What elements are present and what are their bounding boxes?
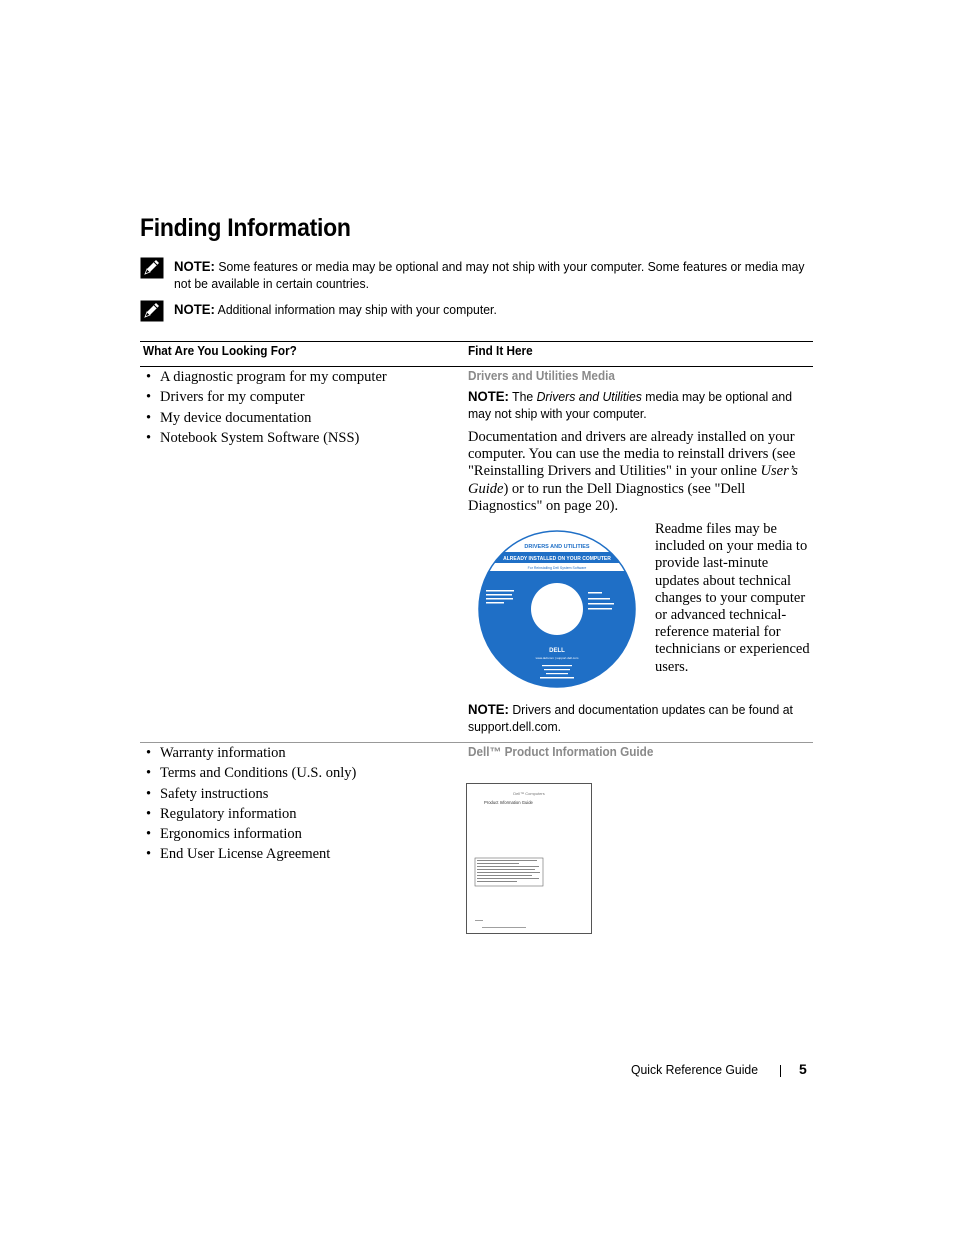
dell-logo-icon: DELL — [549, 648, 565, 654]
paragraph-line: technicians or experienced — [655, 641, 810, 658]
drivers-media-note — [468, 388, 792, 422]
guide-fine-print — [475, 860, 540, 928]
page-number: 5 — [799, 1061, 807, 1077]
drivers-utilities-disc-image — [478, 530, 636, 688]
note-text: The — [512, 389, 534, 404]
note-text: may not ship with your computer. — [468, 406, 647, 421]
readme-paragraph — [655, 521, 810, 676]
paragraph-line: or advanced technical- — [655, 607, 787, 624]
drivers-updates-note — [468, 701, 793, 735]
note-label: NOTE: — [174, 301, 215, 317]
paragraph-line: provide last-minute — [655, 555, 769, 572]
list-item: • Notebook System Software (NSS) — [146, 428, 387, 448]
note-text: media may be optional and — [645, 389, 793, 404]
note-text: Additional information may ship with your computer. — [217, 302, 497, 317]
paragraph-line: computer. You can use the media to reinstall drivers (see — [468, 446, 796, 463]
drivers-media-paragraph — [468, 429, 798, 515]
list-item: • Terms and Conditions (U.S. only) — [146, 763, 356, 783]
paragraph-line: Documentation and drivers are already installed on your — [468, 429, 795, 445]
pencil-note-icon — [140, 300, 164, 322]
paragraph-line: users. — [655, 658, 689, 675]
paragraph-line: updates about technical — [655, 572, 792, 589]
note-italic-text: Drivers and Utilities — [536, 389, 642, 404]
list-item: • End User License Agreement — [146, 844, 356, 864]
note-label: NOTE: — [468, 388, 509, 404]
footer-guide-label: Quick Reference Guide — [631, 1062, 759, 1077]
note-text: Drivers and documentation updates can be found at — [512, 702, 793, 717]
paragraph-line: "Reinstalling Drivers and Utilities" in your online — [468, 463, 757, 480]
table-top-rule — [140, 341, 813, 342]
disc-sub-text: For Reinstalling Dell System Software — [527, 566, 587, 570]
paragraph-line: changes to your computer — [655, 589, 806, 606]
looking-for-list-product-info — [146, 743, 356, 865]
list-item: • Ergonomics information — [146, 824, 356, 844]
section-title-drivers-media: Drivers and Utilities Media — [468, 369, 615, 383]
column-header-looking-for: What Are You Looking For? — [143, 344, 297, 358]
note-label: NOTE: — [468, 701, 509, 717]
note-text: not be available in certain countries. — [174, 276, 369, 291]
list-item: • A diagnostic program for my computer — [146, 367, 387, 387]
pencil-note-icon — [140, 257, 164, 279]
section-title-product-info-guide: Dell™ Product Information Guide — [468, 745, 654, 759]
disc-url-text: www.dell.com | support.dell.com — [535, 656, 579, 660]
paragraph-italic: Guide — [468, 480, 504, 497]
list-item: • My device documentation — [146, 408, 387, 428]
guide-brand-text: Dell™ Computers — [513, 791, 545, 796]
page-title: Finding Information — [140, 214, 351, 242]
paragraph-line: ) or to run the Dell Diagnostics (see "Dell — [503, 480, 746, 497]
support-site-text: support.dell.com. — [468, 719, 562, 734]
paragraph-italic: User’s — [760, 463, 798, 480]
guide-title-text: Product Information Guide — [484, 800, 533, 805]
list-item: • Drivers for my computer — [146, 387, 387, 407]
list-item: • Warranty information — [146, 743, 356, 763]
list-item: • Regulatory information — [146, 804, 356, 824]
footer-separator — [780, 1065, 781, 1077]
disc-top-text: DRIVERS AND UTILITIES — [524, 544, 590, 550]
paragraph-line: included on your media to — [655, 538, 808, 555]
note-text: Some features or media may be optional and may not ship with your computer. Some features or media may — [218, 259, 805, 274]
column-header-find-it-here: Find It Here — [468, 344, 533, 358]
paragraph-line: Readme files may be — [655, 521, 777, 537]
looking-for-list-drivers — [146, 367, 387, 448]
product-information-guide-image — [466, 783, 592, 934]
paragraph-line: Diagnostics" on page 20). — [468, 497, 619, 514]
disc-band-text: ALREADY INSTALLED ON YOUR COMPUTER — [503, 556, 611, 562]
paragraph-line: reference material for — [655, 624, 781, 641]
note-label: NOTE: — [174, 258, 215, 274]
list-item: • Safety instructions — [146, 784, 356, 804]
